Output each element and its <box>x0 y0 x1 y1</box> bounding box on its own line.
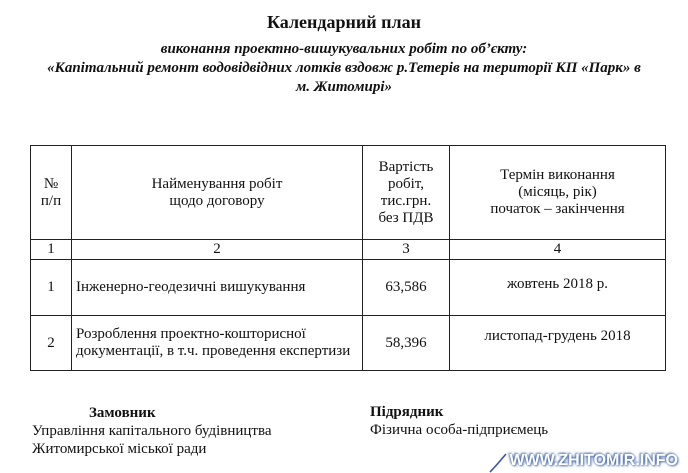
index-cell: 4 <box>450 240 666 260</box>
header-name: Найменування робіт щодо договору <box>72 146 363 240</box>
column-index-row <box>31 240 666 260</box>
table-header-row <box>31 146 666 240</box>
row-num: 1 <box>31 260 72 316</box>
header-cost: Вартість робіт, тис.грн. без ПДВ <box>363 146 450 240</box>
row-cost: 58,396 <box>363 316 450 371</box>
row-cost: 63,586 <box>363 260 450 316</box>
customer-line-1: Управління капітального будівництва <box>32 423 272 439</box>
subtitle-line-3: м. Житомирі» <box>295 79 393 95</box>
subtitle-line-2: «Капітальний ремонт водовідвідних лотків вздовж р.Тетерів на території КП «Парк» в <box>47 60 641 76</box>
row-work-name: Інженерно-геодезичні вишукування <box>72 260 363 316</box>
row-term: листопад-грудень 2018 <box>450 316 666 371</box>
row-term: жовтень 2018 р. <box>450 260 666 316</box>
header-term: Термін виконання (місяць, рік) початок – закінчення <box>450 146 666 240</box>
customer-role: Замовник <box>89 405 156 421</box>
header-num: № п/п <box>31 146 72 240</box>
customer-signature-block <box>32 404 272 458</box>
row-num: 2 <box>31 316 72 371</box>
row-work-name: Розроблення проектно-кошторисної документації, в т.ч. проведення експертизи <box>72 316 363 371</box>
subtitle-line-1: виконання проектно-вишукувальних робіт по об’єкту: <box>160 41 528 57</box>
table-row <box>31 316 666 371</box>
watermark: WWW.ZHITOMIR.INFO <box>509 452 678 469</box>
contractor-signature-block <box>370 403 548 439</box>
document-subtitle <box>0 40 688 97</box>
table-row <box>31 260 666 316</box>
customer-line-2: Житомирської міської ради <box>32 441 207 457</box>
work-schedule-table <box>30 145 666 371</box>
contractor-line-1: Фізична особа-підприємець <box>370 422 549 438</box>
contractor-role: Підрядник <box>370 404 444 420</box>
index-cell: 3 <box>363 240 450 260</box>
index-cell: 1 <box>31 240 72 260</box>
index-cell: 2 <box>72 240 363 260</box>
document-title: Календарний план <box>266 12 421 32</box>
